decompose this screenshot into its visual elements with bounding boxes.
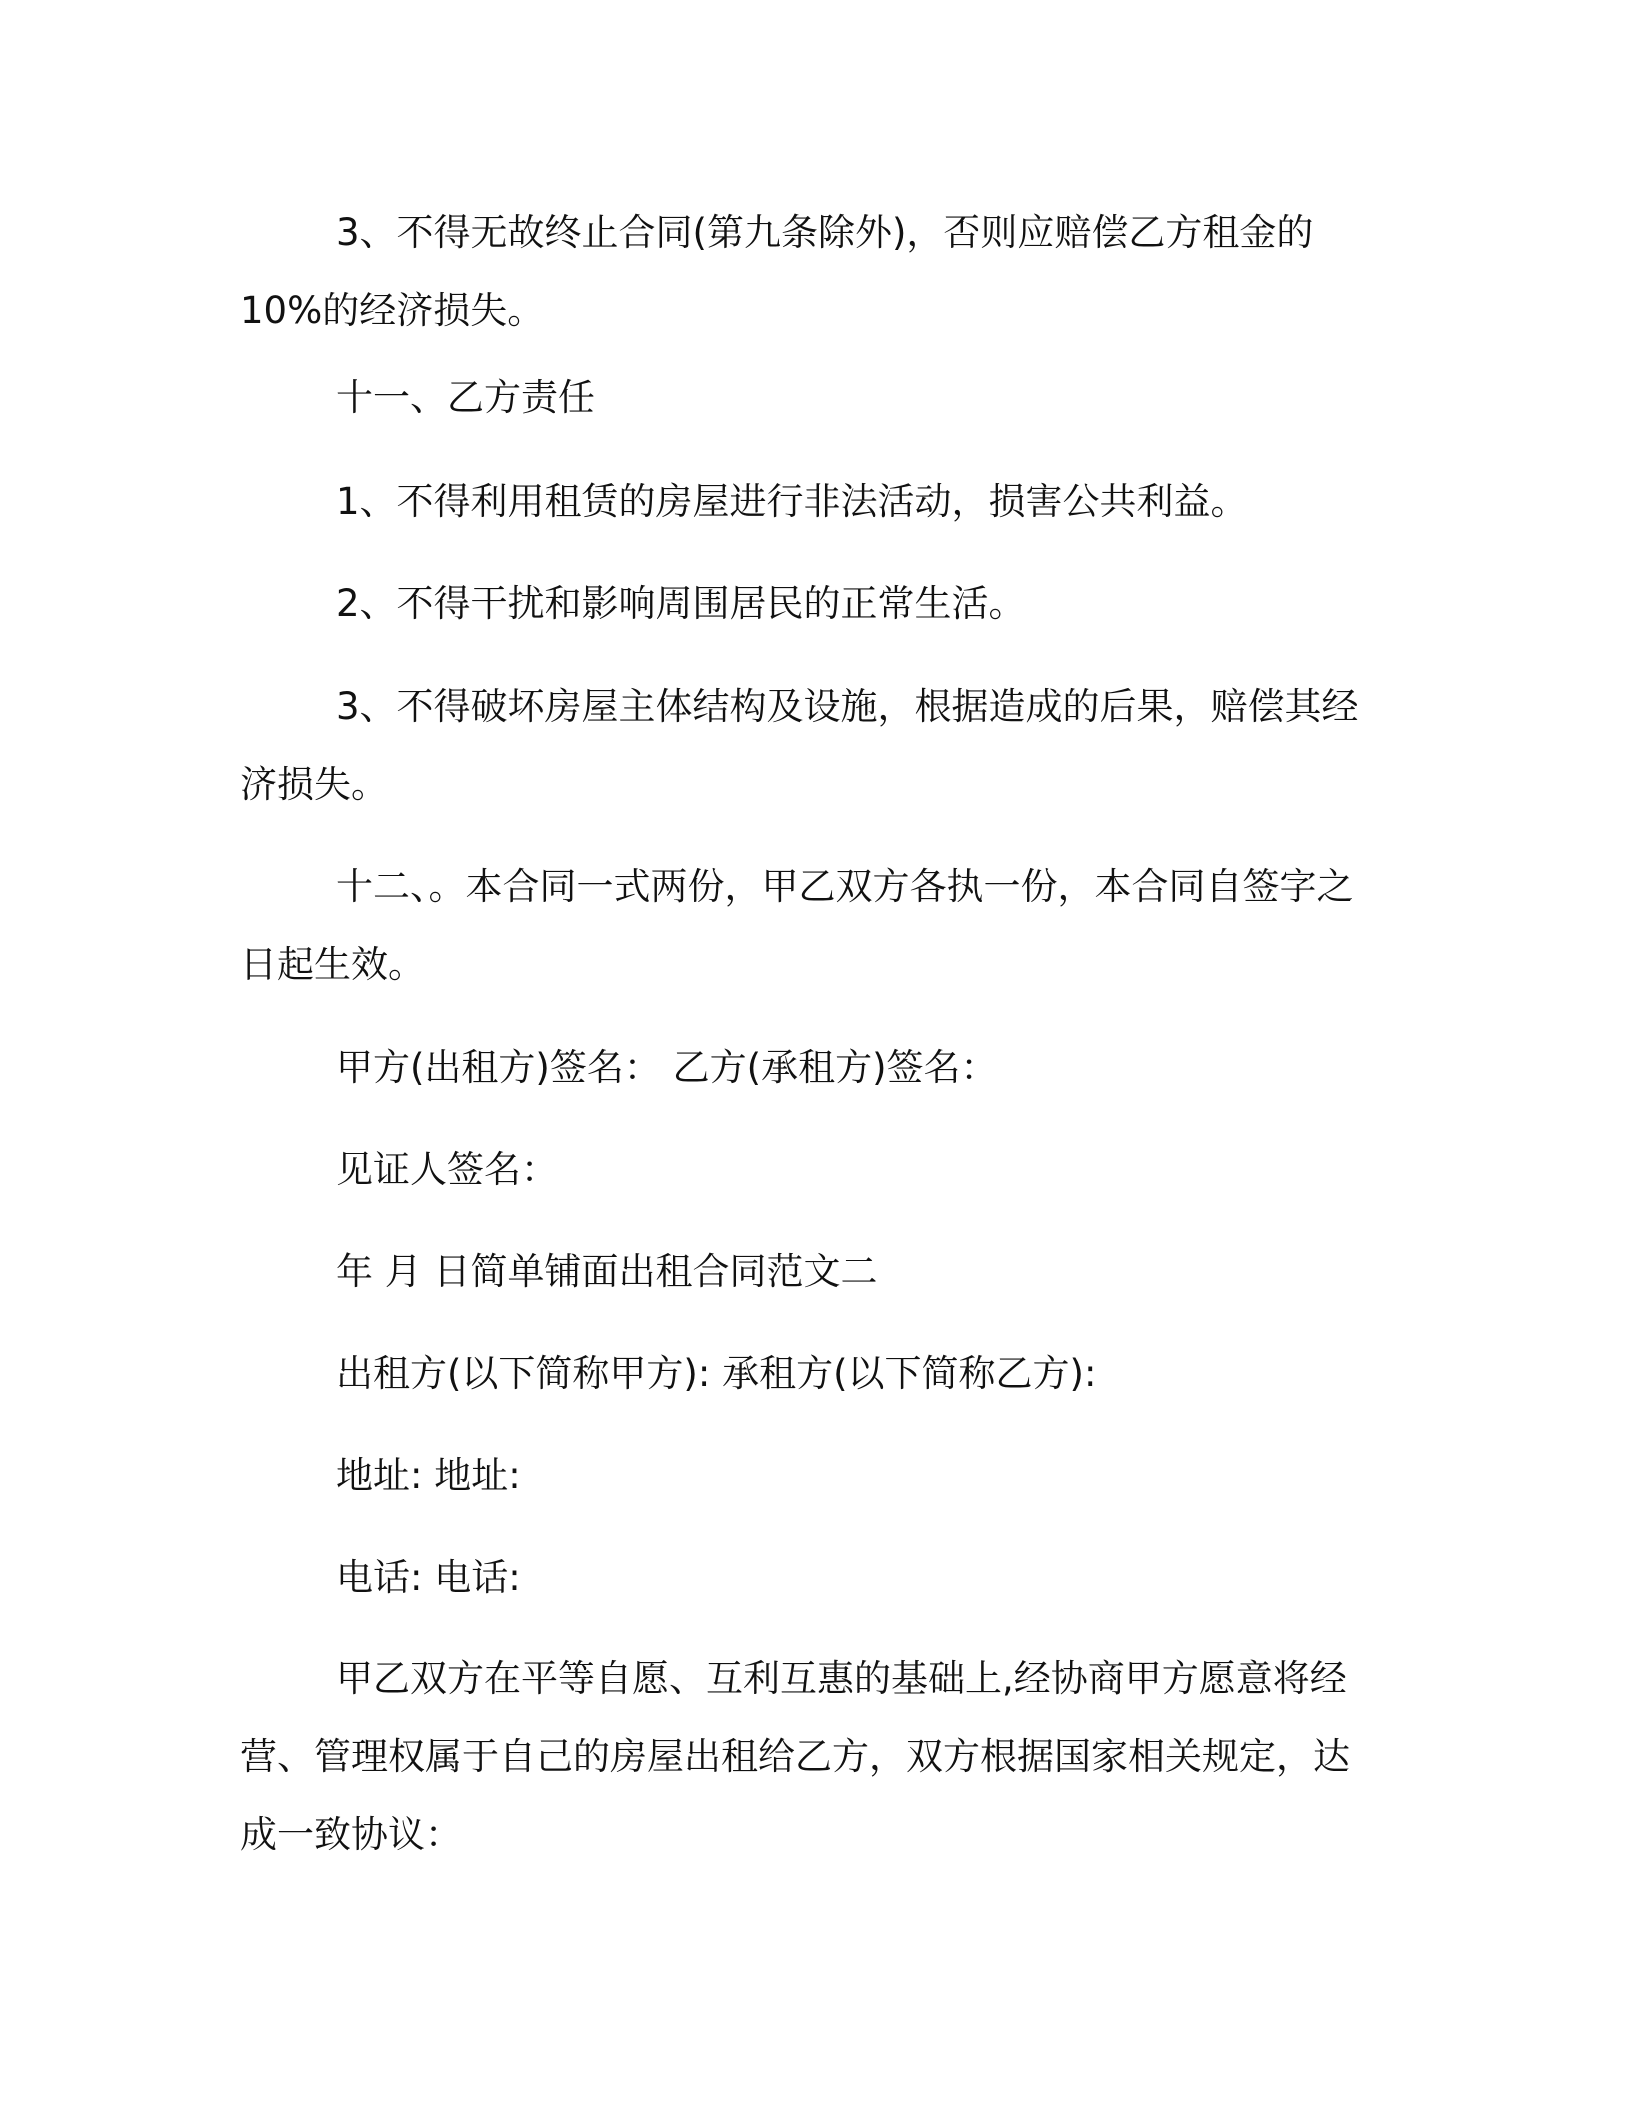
paragraph-line: 10%的经济损失。: [240, 289, 545, 332]
clause-11-3-paragraph: [240, 668, 1359, 824]
paragraph-line: 日起生效。: [240, 943, 425, 986]
witness-signature-line: 见证人签名：: [336, 1148, 558, 1191]
agreement-paragraph: [240, 1640, 1350, 1874]
clause-12-paragraph: [240, 848, 1354, 1004]
clause-10-3-paragraph: [240, 194, 1313, 350]
paragraph-line: 成一致协议：: [240, 1813, 462, 1856]
section-heading-11: 十一、乙方责任: [336, 376, 595, 419]
paragraph-line: 3、不得无故终止合同(第九条除外)，否则应赔偿乙方租金的: [336, 211, 1314, 254]
clause-11-2: 2、不得干扰和影响周围居民的正常生活。: [336, 582, 1026, 625]
phone-line: 电话: 电话:: [336, 1556, 521, 1599]
address-line: 地址: 地址:: [336, 1454, 521, 1497]
paragraph-line: 甲乙双方在平等自愿、互利互惠的基础上,经协商甲方愿意将经: [336, 1657, 1347, 1700]
paragraph-line: 济损失。: [240, 763, 388, 806]
paragraph-line: 营、管理权属于自己的房屋出租给乙方，双方根据国家相关规定，达: [240, 1735, 1350, 1778]
paragraph-line: 3、不得破坏房屋主体结构及设施，根据造成的后果，赔偿其经: [336, 685, 1359, 728]
parties-line: 出租方(以下简称甲方): 承租方(以下简称乙方):: [336, 1352, 1097, 1395]
signature-line: 甲方(出租方)签名： 乙方(承租方)签名：: [336, 1046, 998, 1089]
paragraph-line: 十二、。本合同一式两份，甲乙双方各执一份，本合同自签字之: [336, 865, 1354, 908]
clause-11-1: 1、不得利用租赁的房屋进行非法活动，损害公共利益。: [336, 480, 1248, 523]
date-and-contract-title: 年 月 日简单铺面出租合同范文二: [336, 1250, 878, 1293]
